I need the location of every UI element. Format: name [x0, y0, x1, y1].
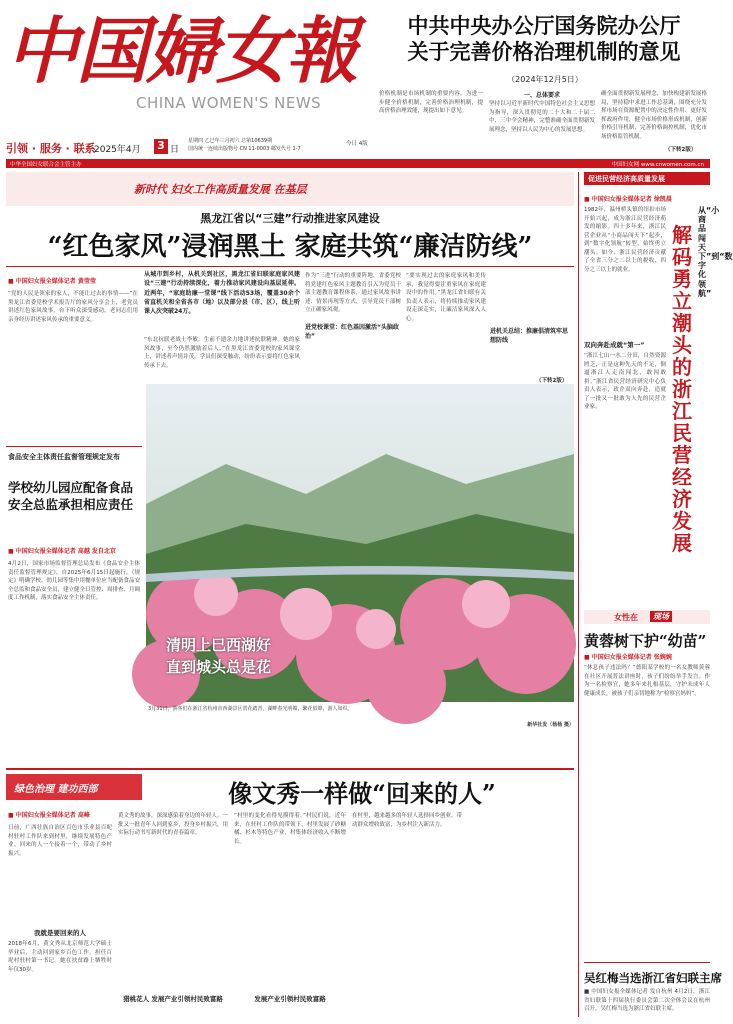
- food-safety-body: 4月2日，国家市场监督管理总局发布《食品安全主体责任监督管理规定》，自2025年6月15日起施行。《规定》明确学校、幼儿园等集中用餐单位应当配备食品安全总监和食品安全员，建立健全日管控、周排查、月调度工作机制，落实食品安全主体责任。: [8, 561, 141, 602]
- masthead-cn-code: 国内统一连续出版物号 CN 11-0003 邮发代号 1-7: [188, 146, 301, 152]
- lead-story-col1: “党的人民是领家的家人，不能让过去的事情——”在黑龙江省委党校学术报告厅的家风分享会上，老党员讲述红色家风故事，台下听众深受感动。老同志们用亲身经历讲述家风传承的重要意义。: [8, 291, 138, 323]
- masthead-title-en: CHINA WOMEN'S NEWS: [136, 94, 322, 112]
- bottom-right-title: 吴红梅当选浙江省妇联主席: [584, 971, 722, 985]
- masthead-red-bar: [6, 159, 710, 168]
- lower-story-col5: 在村里，越来越多的年轻人选择回乡创业，带动群众增收致富，为乡村注入新活力。: [352, 813, 463, 828]
- headline-title-line2: 关于完善价格治理机制的意见: [407, 40, 681, 64]
- masthead-day: 3: [154, 139, 168, 154]
- women-column-label2: 现场: [650, 611, 672, 622]
- photo-caption-line1: 清明上巳西湖好: [166, 636, 272, 654]
- economy-subtitle: 从“小商品闯天下”到“数字化领航”: [698, 206, 733, 298]
- masthead: [6, 6, 360, 156]
- lower-story-sub3: 发展产业引领村民致富路: [254, 995, 326, 1003]
- right-column-divider: [578, 172, 579, 1017]
- masthead-date: 2025年4月: [94, 145, 141, 155]
- lower-story-sub1: 我就是要回来的人: [34, 929, 86, 937]
- economy-title: 解码勇立潮头的浙江民营经济发展: [672, 223, 692, 555]
- economy-byline: ■ 中国妇女报全媒体记者 徐凯晨: [584, 196, 672, 203]
- economy-body2: “浙江七山一水二分田，自然资源匮乏，正是这种先天的不足，倒逼浙江人走南闯北，敢闯敢拼。”浙江省民营经济研究中心负责人表示，政企双向奔赴，造就了一批又一批敢为人先的民营企业家。: [584, 353, 666, 411]
- lead-story-col2: “东北抗联老战士李敏，生前不遗余力地讲述抗联精神。她的家风故事，至今仍然激励着后人。”在黑龙江省委党校的家风课堂上，讲述者声情并茂，学员们深受触动，纷纷表示要将红色家风传承下去。: [144, 337, 300, 369]
- bottom-right-rule: [584, 962, 710, 963]
- feature-banner-label: 新时代 妇女工作高质量发展 在基层: [134, 183, 307, 196]
- lower-story-col3: 黄文秀的故事，深深感染着身边的年轻人。一批又一批青年人回到家乡，投身乡村振兴，用实际行动书写新时代的青春篇章。: [118, 813, 229, 837]
- photo-caption-line2: 直到城头总是花: [166, 658, 272, 676]
- women-column-header: [584, 610, 710, 624]
- masthead-website: 中国妇女网 www.cnwomen.com.cn: [611, 162, 704, 168]
- lead-story-sub2: 进机关总结：推廉倡清筑牢思想防线: [490, 328, 569, 344]
- food-safety-byline: ■ 中国妇女报全媒体记者 高越 发自北京: [8, 548, 116, 555]
- women-column-title: 黄蓉树下护“幼苗”: [584, 632, 707, 650]
- lower-story-byline: ■ 中国妇女报全媒体记者 高峰: [8, 812, 90, 819]
- photo: [146, 384, 574, 702]
- headline-date: （2024年12月5日）: [507, 75, 583, 84]
- headline-body-col2: 坚持以习近平新时代中国特色社会主义思想为指导，深入贯彻党的二十大和二十届二中、三中全会精神，完整准确全面贯彻新发展理念，坚持以人民为中心的发展思想。: [489, 101, 595, 133]
- photo-credit: 3月31日，游客们在浙江省杭州市西湖景区赏花踏青，湖畔春光明媚，繁花似锦，游人如织。: [148, 706, 353, 712]
- food-safety-rule: [6, 446, 142, 447]
- feature-banner: [6, 172, 574, 206]
- headline-continued: （下转2版）: [665, 147, 697, 153]
- lower-story-rule: [6, 768, 574, 770]
- masthead-subline: 中华全国妇女联合会主管主办: [10, 162, 82, 168]
- lead-story-col4: “要实现过去的家庭家风和美传承，我觉得要注重家风在家庭建设中的作用。”黑龙江省妇联有关负责人表示，将持续推动家风建设走深走实，让廉洁家风深入人心。: [406, 273, 486, 322]
- masthead-title: 中国婦女報: [6, 8, 357, 93]
- food-safety-title: 学校幼儿园应配备食品安全总监承担相应责任: [8, 480, 134, 512]
- women-column-byline: ■ 中国妇女报全媒体记者 张婉婉: [584, 654, 672, 661]
- lead-story-continued: （下转2版）: [536, 378, 568, 384]
- economy-section-label: 促进民营经济高质量发展: [588, 175, 665, 183]
- lower-story-col1: 日前，广西壮族自治区百色市乐业县百坭村驻村工作队来到村里，继续发展特色产业。回来的人一个接着一个，带动了乡村振兴。: [8, 825, 112, 857]
- lower-story-title: 像文秀一样做“回来的人”: [228, 779, 496, 808]
- photo-credit-source: 新华社发（杨杨 摄）: [527, 722, 574, 728]
- women-column-label: 女性在: [614, 613, 638, 622]
- economy-sub1: 双向奔赴成就“第一”: [584, 341, 645, 349]
- lower-story-band: [6, 774, 142, 800]
- lead-story-rule: [6, 266, 574, 267]
- food-safety-kicker: 食品安全主体责任监督管理规定发布: [8, 453, 120, 461]
- headline-section: [375, 6, 710, 158]
- lead-story-sub1: 进党校课堂：红色基因激活“头脑政治”: [305, 324, 399, 340]
- headline-body-col3: 确全面贯彻新发展理念，加快构建新发展格局，坚持稳中求进工作总基调，围绕充分发挥市场在资源配置中的决定性作用、更好发挥政府作用，健全市场价格形成机制，创新价格引导机制，完善价格调控机制，优化市场价格监管机制。: [601, 91, 707, 140]
- bottom-right-body: ■ 中国妇女报全媒体记者 发自杭州 4月2日，浙江省妇联第十四届执行委员会第二次全体会议在杭州召开，吴红梅当选为浙江省妇联主席。: [584, 989, 710, 1013]
- headline-body-left: 价格机制是市场机制的重要内容。为进一步健全价格机制，完善价格治理机制，提高价格治理效能，现提出如下意见。: [379, 91, 483, 115]
- lead-story-kicker: 黑龙江省以“三建”行动推进家风建设: [200, 212, 380, 225]
- masthead-today-pages: 今日 4版: [346, 141, 368, 147]
- masthead-day-suffix: 日: [170, 145, 180, 155]
- women-column-body: “休息孩子违法吗？”德阳某学校的一名女教师黄蓉在社区开展普法讲座时，孩子们纷纷举手发言。作为一名检察官，她多年来扎根基层，守护未成年人健康成长，被孩子们亲切地称为“检察官妈妈”。: [584, 665, 710, 697]
- lead-story-summary: 从城市到乡村，从机关到社区，黑龙江省妇联家庭家风建设“三建”行动持续深化，着力推动家风建设向基层延伸。近两年，“家庭助廉一堂课”线下活动53场，覆盖30余个省直机关和全省各市（地）以及部分县（市、区），线上听课人次突破24万。: [144, 271, 300, 316]
- lower-story-sub2: 猎桃花人 发展产业引领村民致富路: [123, 995, 223, 1003]
- lead-story-col3: 作为“三进”行动的重要阵地，省委党校将党建红色家风主题教育引入为党员干部主题教育课程体系，通过家风故事讲述、情景再现等方式，引导党员干部树立正确家风观。: [305, 273, 401, 314]
- lead-story-byline: ■ 中国妇女报全媒体记者 黄莹莹: [8, 278, 96, 285]
- economy-body: 1982年，温州桥头镇的纽扣市场开始兴起，成为浙江民营经济萌发的缩影。四十多年来，浙江民营企业从“小商品闯天下”起步，到“数字化领航”转型，始终勇立潮头。如今，浙江民营经济贡献了全省三分之二以上的税收、四分之三以上的就业。: [584, 207, 666, 273]
- lower-story-col2: 2018年6月，黄文秀从北京师范大学硕士毕业后，主动回到家乡百色工作，担任百坭村驻村第一书记。她在扶贫路上牺牲时年仅30岁。: [8, 941, 112, 973]
- masthead-info-row: [6, 138, 374, 158]
- headline-title-line1: 中共中央办公厅国务院办公厅: [407, 14, 681, 38]
- masthead-weekday: 星期四 乙巳年三月初六 总第10639期: [188, 138, 273, 144]
- headline-section-one: 一、总体要求: [523, 92, 560, 99]
- masthead-motto: 引领 · 服务 · 联系: [6, 142, 96, 155]
- lead-story-title: “红色家风”浸润黑土 家庭共筑“廉洁防线”: [47, 232, 533, 262]
- economy-section: [584, 172, 710, 185]
- lower-story-band-label: 绿色治理 建功西部: [14, 784, 98, 795]
- lower-story-col4: “村里的变化看得见摸得着。”村民们说，近年来，在驻村工作队的带领下，村里发展了砂糖橘、杉木等特色产业，村集体经济收入不断增长。: [234, 813, 346, 845]
